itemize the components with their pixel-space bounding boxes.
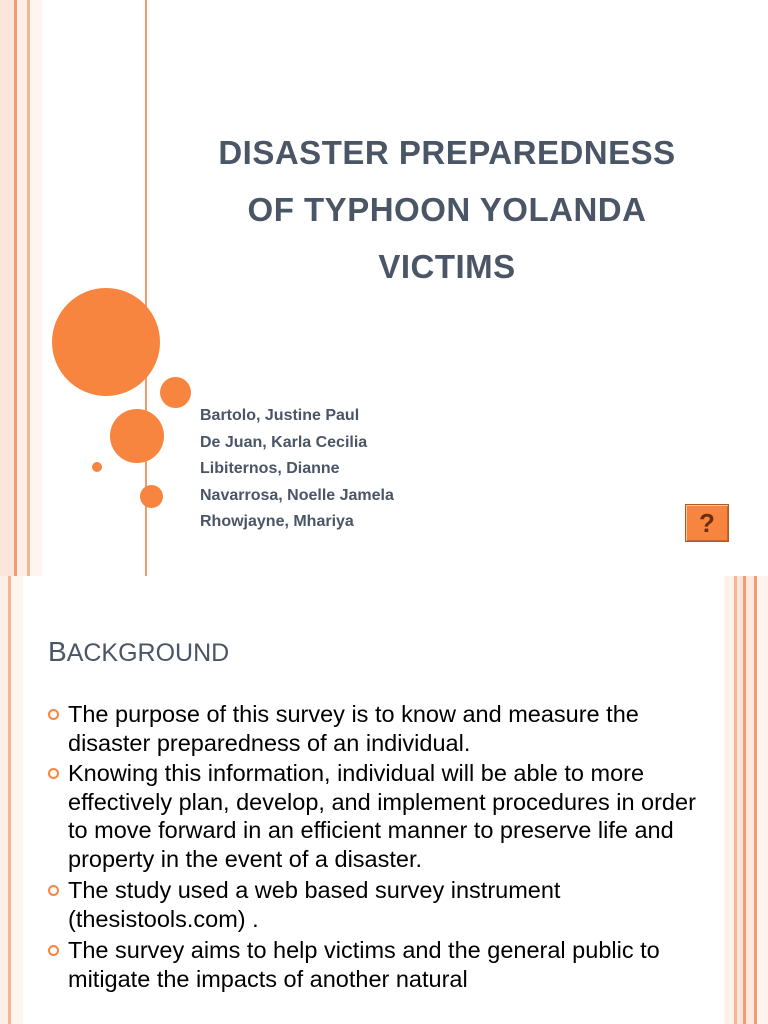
decorative-stripe [30,0,42,576]
bullet-item [48,759,708,873]
author-name: Navarrosa, Noelle Jamela [200,486,394,504]
title-line: OF TYPHOON YOLANDA [247,191,647,228]
decorative-circle-medium [110,409,164,463]
bullet-item [48,936,708,993]
decorative-circle-dot [92,462,102,472]
author-name: Libiternos, Dianne [200,460,340,477]
slide-title [170,124,724,295]
decorative-stripe [746,576,754,1024]
decorative-stripe [0,0,14,576]
bullet-circle-icon [48,709,59,720]
decorative-circle-large [52,288,160,396]
decorative-stripe [757,576,768,1024]
title-line: DISASTER PREPAREDNESS [218,134,676,171]
decorative-stripe [17,0,27,576]
bullet-circle-icon [48,885,59,896]
bullet-text: The study used a web based survey instrument (thesistools.com) . [68,877,561,932]
section-heading [48,636,229,669]
decorative-stripe [724,576,734,1024]
bullet-text: Knowing this information, individual will be able to more effectively plan, develop, and implement procedures in order to move forward in an efficient manner to preserve life and property in the event of a disaster. [68,760,696,872]
decorative-stripe [11,576,23,1024]
background-slide [0,576,768,1024]
section-heading-rest: ACKGROUND [66,639,230,667]
author-name: Rhowjayne, Mhariya [200,513,354,530]
bullet-text: The purpose of this survey is to know and measure the disaster preparedness of an individual. [68,701,639,756]
author-name: De Juan, Karla Cecilia [200,433,368,451]
bullet-text: The survey aims to help victims and the general public to mitigate the impacts of another natural [68,937,660,992]
author-list [200,403,394,536]
bullet-list [48,700,708,995]
question-mark-icon: ? [699,507,715,538]
bullet-item [48,700,708,757]
title-line: VICTIMS [378,248,516,285]
decorative-stripe [0,576,8,1024]
bullet-circle-icon [48,945,59,956]
bullet-item [48,876,708,933]
author-name: Bartolo, Justine Paul [200,407,360,424]
help-button[interactable] [685,504,729,542]
bullet-circle-icon [48,768,59,779]
decorative-circle-small [160,377,191,408]
decorative-circle-small [140,485,163,508]
section-heading-initial: B [48,636,67,667]
